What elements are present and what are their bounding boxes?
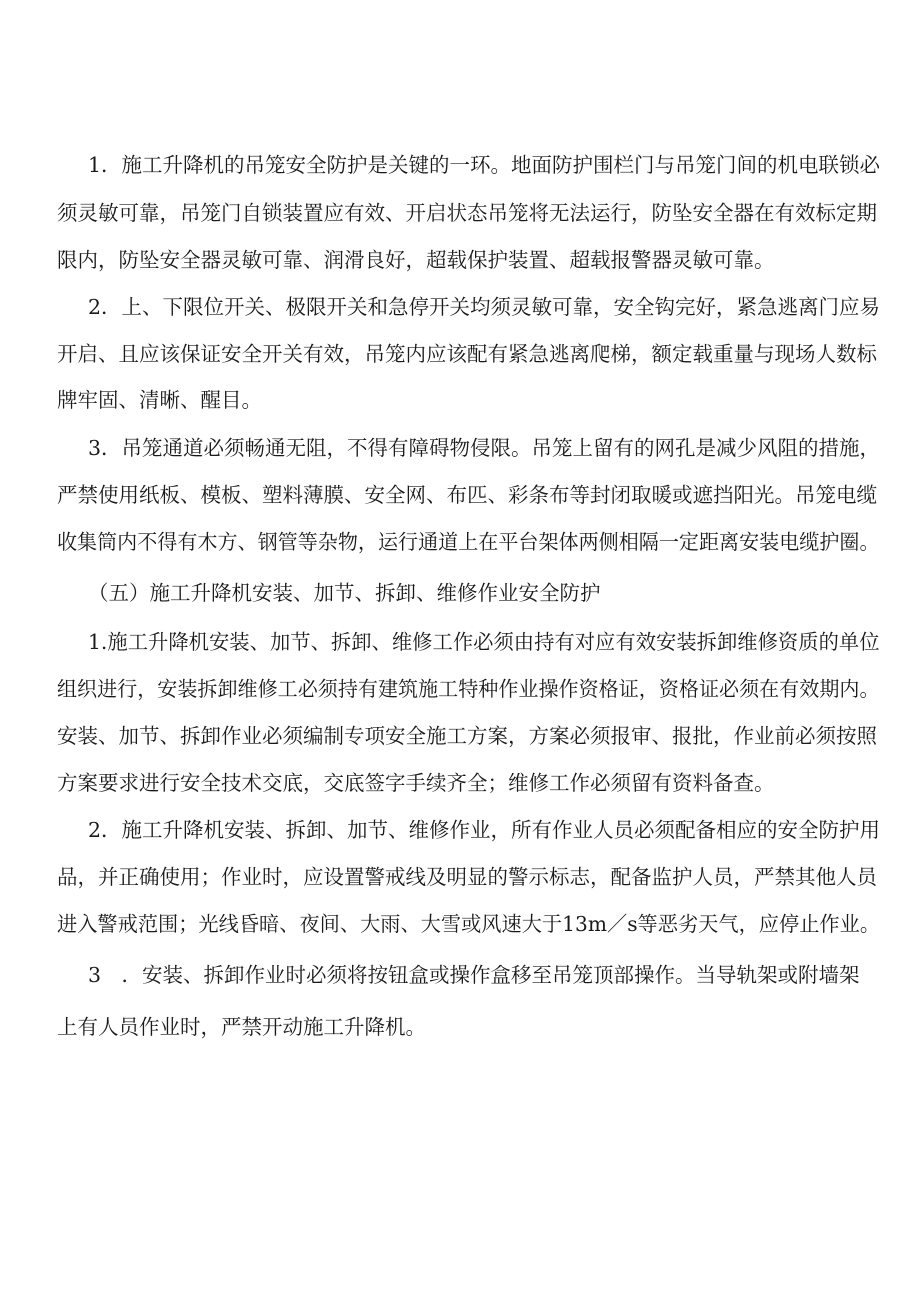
text-line: 2．上、下限位开关、极限开关和急停开关均须灵敏可靠，安全钩完好，紧急逃离门应易	[88, 295, 881, 319]
text-line: 安装、加节、拆卸作业必须编制专项安全施工方案，方案必须报审、报批，作业前必须按照	[57, 724, 877, 748]
text-line: 进入警戒范围；光线昏暗、夜间、大雨、大雪或风速大于13m／s等恶劣天气，应停止作业。	[57, 912, 881, 936]
text-line: 1．施工升降机的吊笼安全防护是关键的一环。地面防护围栏门与吊笼门间的机电联锁必	[88, 153, 881, 177]
text-line: 3．吊笼通道必须畅通无阻，不得有障碍物侵限。吊笼上留有的网孔是减少风阻的措施，	[88, 436, 881, 460]
text-line: 严禁使用纸板、模板、塑料薄膜、安全网、布匹、彩条布等封闭取暖或遮挡阳光。吊笼电缆	[57, 483, 877, 507]
text-line: 牌牢固、清晰、醒目。	[57, 388, 262, 412]
text-line: 方案要求进行安全技术交底，交底签字手续齐全；维修工作必须留有资料备查。	[57, 771, 775, 795]
text-line: 须灵敏可靠，吊笼门自锁装置应有效、开启状态吊笼将无法运行，防坠安全器在有效标定期	[57, 201, 877, 225]
text-line: 开启、且应该保证安全开关有效，吊笼内应该配有紧急逃离爬梯，额定载重量与现场人数标	[57, 342, 877, 366]
text-line: 组织进行，安装拆卸维修工必须持有建筑施工特种作业操作资格证，资格证必须在有效期内。	[57, 677, 880, 701]
text-line: 3 ．安装、拆卸作业时必须将按钮盒或操作盒移至吊笼顶部操作。当导轨架或附墙架	[88, 963, 860, 987]
text-line: 限内，防坠安全器灵敏可靠、润滑良好，超载保护装置、超载报警器灵敏可靠。	[57, 248, 775, 272]
text-line: 品，并正确使用；作业时，应设置警戒线及明显的警示标志，配备监护人员，严禁其他人员	[57, 865, 877, 889]
text-line: 1.施工升降机安装、加节、拆卸、维修工作必须由持有对应有效安装拆卸维修资质的单位	[88, 630, 880, 654]
text-line: 上有人员作业时，严禁开动施工升降机。	[57, 1015, 426, 1039]
text-line: 收集筒内不得有木方、钢管等杂物，运行通道上在平台架体两侧相隔一定距离安装电缆护圈。	[57, 530, 880, 554]
text-line: 2．施工升降机安装、拆卸、加节、维修作业，所有作业人员必须配备相应的安全防护用	[88, 818, 881, 842]
section-title: （五）施工升降机安装、加节、拆卸、维修作业安全防护	[88, 581, 601, 605]
